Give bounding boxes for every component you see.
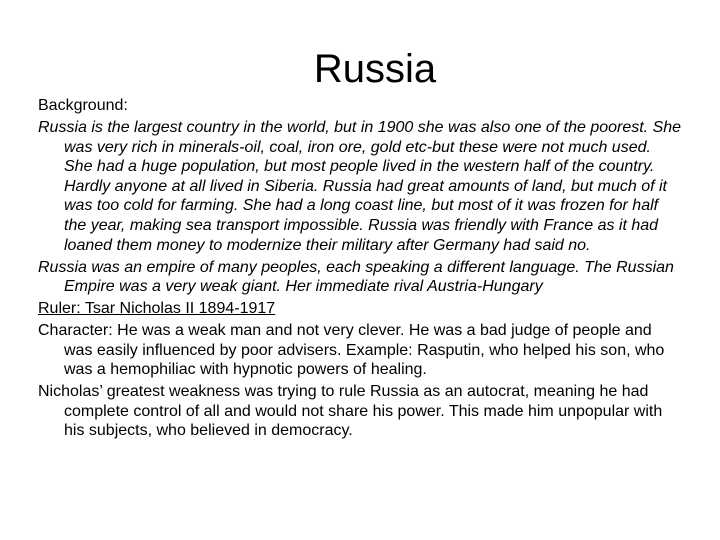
paragraph-background-label: Background:: [38, 97, 128, 114]
slide-body: [38, 96, 682, 443]
paragraph-geography: Russia is the largest country in the world, but in 1900 she was also one of the poorest. She was very rich in minerals-oil, coal, iron ore, gold etc-but these were not much used. She had a huge population, but most people lived in the western half of the country. Hardly anyone at all lived in Siberia. Russia had great amounts of land, but much of it was too cold for farming. She had a long coast line, but most of it was frozen for half the year, making sea transport impossible. Russia was friendly with France as it had loaned them money to modernize their military after Germany had said no.: [38, 118, 682, 254]
paragraph-character: Character: He was a weak man and not very clever. He was a bad judge of people and was easily influenced by poor advisers. Example: Rasputin, who helped his son, who was a hemophiliac with hypnotic powers of healing.: [38, 322, 665, 379]
slide-title: Russia: [313, 47, 437, 91]
paragraph-ruler: Ruler: Tsar Nicholas II 1894-1917: [38, 300, 276, 318]
paragraph-empire: Russia was an empire of many peoples, each speaking a different language. The Russian Empire was a very weak giant. Her immediate rival Austria-Hungary: [38, 258, 674, 296]
paragraph-weakness: Nicholas’ greatest weakness was trying to rule Russia as an autocrat, meaning he had complete control of all and would not share his power. This made him unpopular with his subjects, who believed in democracy.: [38, 383, 663, 440]
